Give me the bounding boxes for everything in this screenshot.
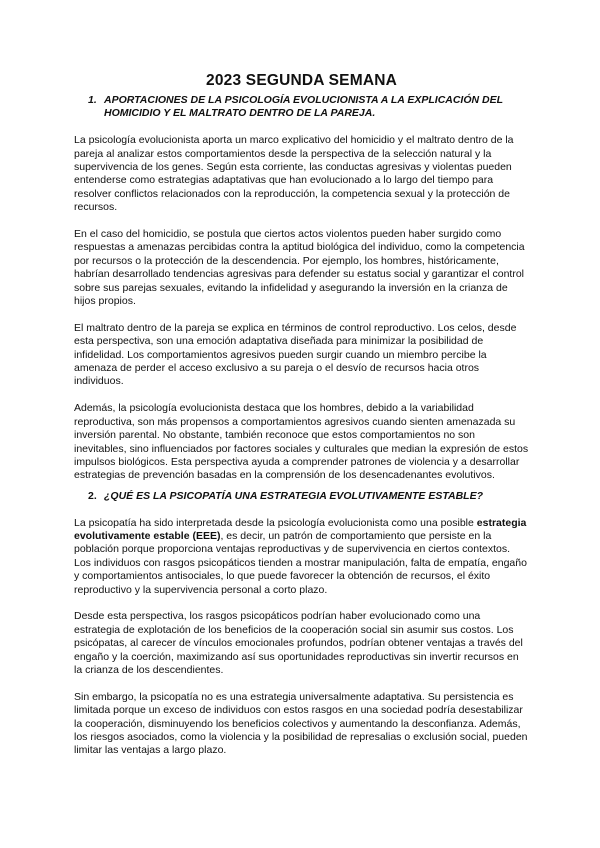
paragraph-text: , es decir, un patrón de comportamiento que persiste en la población porque proporciona ventajas reproductivas y de supervivencia en ciertos contextos. Los individuos con rasgos psicopáticos tienden a mostrar manipulación, falta de empatía, engaño y comportamientos antisociales, lo que puede favorecer la obtención de recursos, el éxito reproductivo y la supervivencia personal a corto plazo. <box>74 529 527 596</box>
eee-term: estrategia evolutivamente estable (EEE) <box>74 516 527 542</box>
section-2-paragraph-1 <box>74 517 529 597</box>
section-2-paragraph-2: Desde esta perspectiva, los rasgos psicopáticos podrían haber evolucionado como una estrategia de explotación de los beneficios de la cooperación social sin asumir sus costos. Los psicópatas, al carecer de vínculos emocionales profundos, podrían obtener ventajas a través del engaño y la coerción, maximizando así sus oportunidades reproductivas sin invertir recursos en la crianza de los descendientes. <box>74 610 523 676</box>
spacer <box>74 215 529 228</box>
section-2-number: 2. <box>88 489 97 502</box>
document-page <box>74 72 529 758</box>
page-title: 2023 SEGUNDA SEMANA <box>206 72 397 89</box>
spacer <box>74 121 529 134</box>
spacer <box>74 677 529 690</box>
section-1-heading <box>74 94 529 121</box>
section-2-paragraph-3: Sin embargo, la psicopatía no es una estrategia universalmente adaptativa. Su persistencia es limitada porque un exceso de individuos con estos rasgos en una sociedad podría desestabilizar la cooperación, disminuyendo los beneficios colectivos y aumentando la desconfianza. Además, los riesgos asociados, como la violencia y la posibilidad de represalias o exclusión social, pueden limitar las ventajas a largo plazo. <box>74 690 528 757</box>
spacer <box>74 597 529 610</box>
section-1-number: 1. <box>88 94 97 106</box>
section-1-heading-text: APORTACIONES DE LA PSICOLOGÍA EVOLUCIONISTA A LA EXPLICACIÓN DEL HOMICIDIO Y EL MALTRATO DENTRO DE LA PAREJA. <box>104 94 503 120</box>
section-2-heading <box>74 490 529 503</box>
section-1-paragraph-1: La psicología evolucionista aporta un marco explicativo del homicidio y el maltrato dentro de la pareja al analizar estos comportamientos desde la perspectiva de la selección natural y la supervivencia de los genes. Según esta corriente, las conductas agresivas y violentas pueden entenderse como estrategias adaptativas que han evolucionado a lo largo del tiempo para resolver conflictos relacionados con la reproducción, la competencia sexual y la protección de recursos. <box>74 134 514 214</box>
section-2-heading-text: ¿QUÉ ES LA PSICOPATÍA UNA ESTRATEGIA EVOLUTIVAMENTE ESTABLE? <box>104 489 483 502</box>
section-1-paragraph-3: El maltrato dentro de la pareja se explica en términos de control reproductivo. Los celos, desde esta perspectiva, son una emoción adaptativa diseñada para minimizar la posibilidad de infidelidad. Los comportamientos agresivos pueden surgir cuando un miembro percibe la amenaza de perder el acceso exclusivo a su pareja o el desvío de recursos hacia otros individuos. <box>74 321 517 388</box>
spacer <box>74 503 529 516</box>
spacer <box>74 308 529 321</box>
section-1-paragraph-4: Además, la psicología evolucionista destaca que los hombres, debido a la variabilidad reproductiva, son más propensos a comportamientos agresivos cuando sienten amenazada su inversión parental. No obstante, también reconoce que estos comportamientos no son inevitables, sino influenciados por factores sociales y culturales que median la expresión de estos impulsos biológicos. Esta perspectiva ayuda a comprender patrones de violencia y a desarrollar estrategias de prevención basadas en la comprensión de los desencadenantes evolutivos. <box>74 402 529 482</box>
section-1-paragraph-2: En el caso del homicidio, se postula que ciertos actos violentos pueden haber surgido como respuestas a amenazas percibidas contra la aptitud biológica del individuo, como la competencia por recursos o la protección de la descendencia. Por ejemplo, los hombres, históricamente, habrían desarrollado tendencias agresivas para defender su estatus social y garantizar el control sobre sus parejas sexuales, evitando la infidelidad y asegurando la inversión en la crianza de hijos propios. <box>74 228 525 308</box>
spacer <box>74 389 529 402</box>
paragraph-text: La psicopatía ha sido interpretada desde la psicología evolucionista como una posible <box>74 516 477 529</box>
